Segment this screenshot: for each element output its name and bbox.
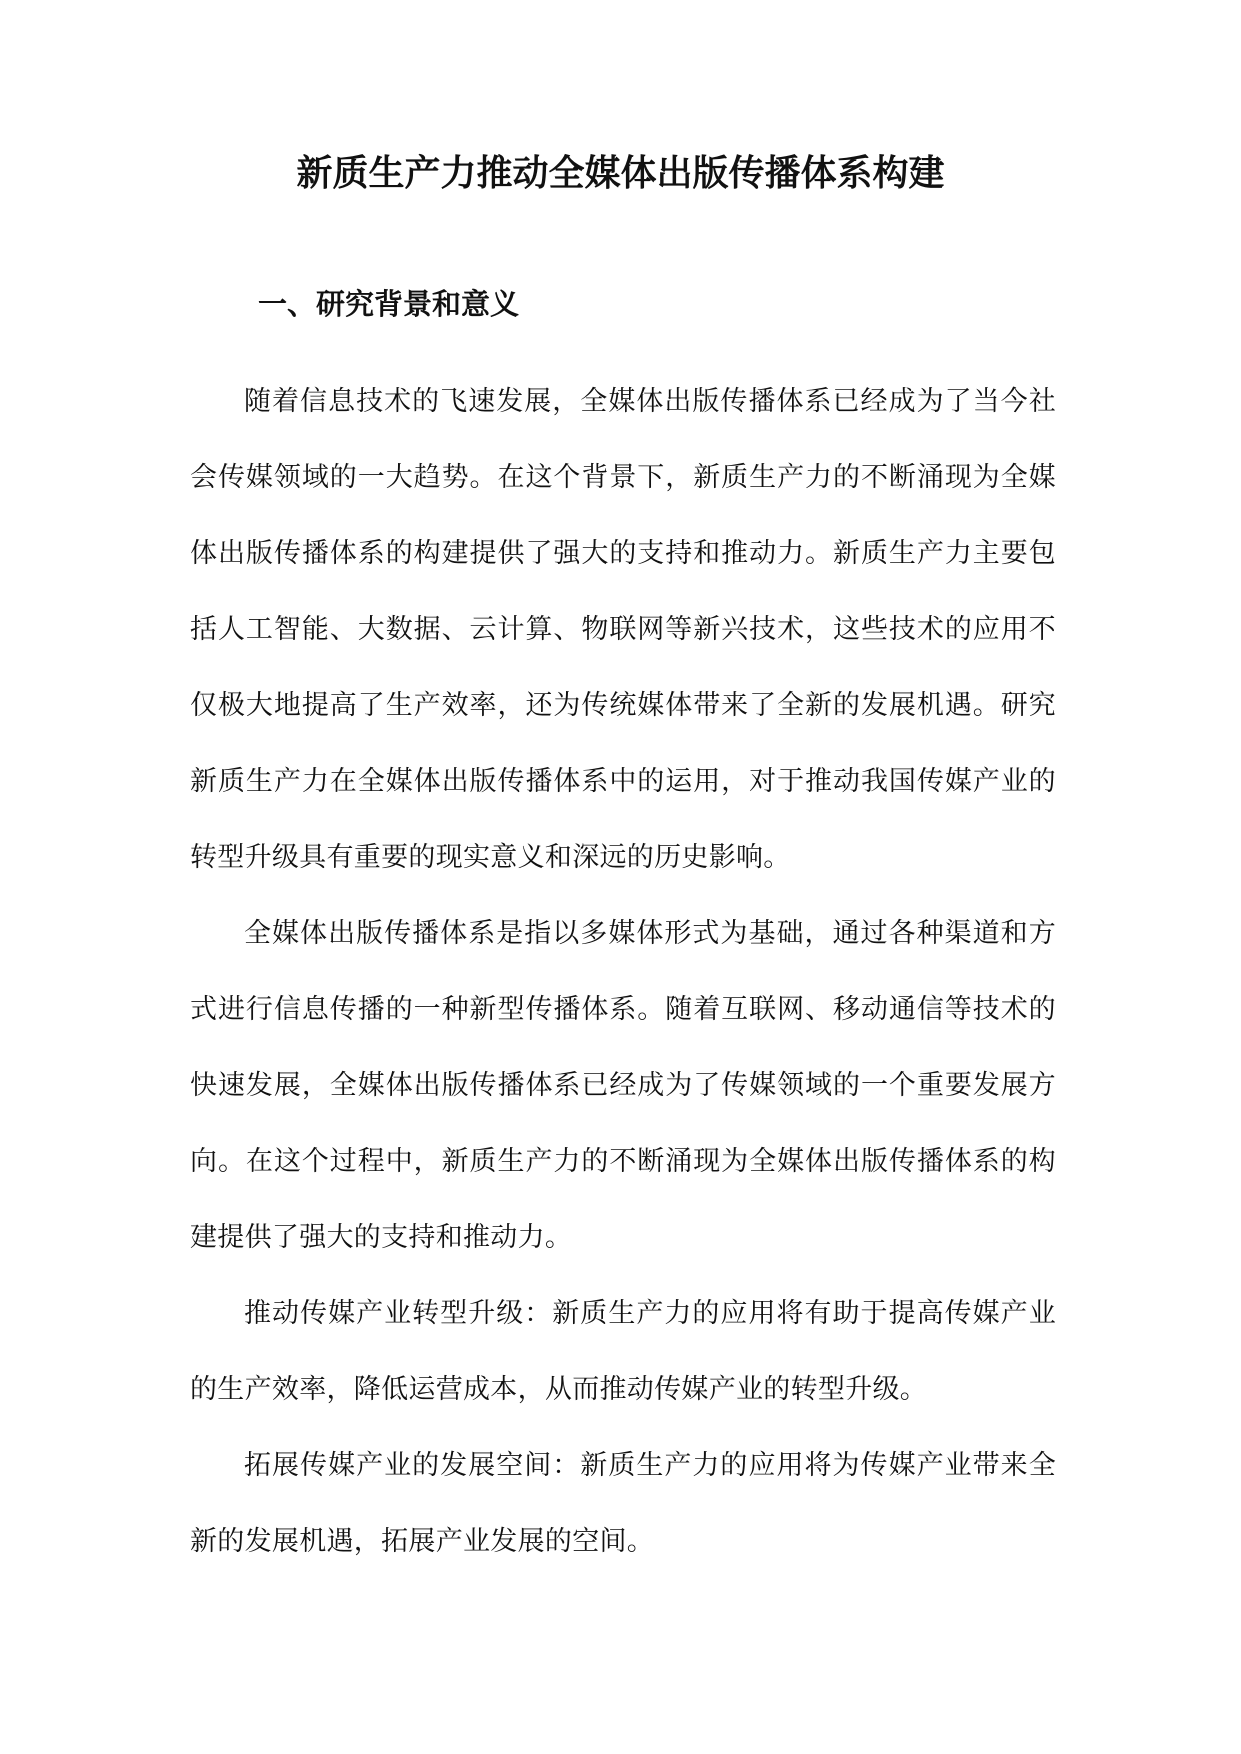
document-body <box>190 364 1056 1580</box>
document-title: 新质生产力推动全媒体出版传播体系构建 <box>296 153 945 194</box>
paragraph-2: 全媒体出版传播体系是指以多媒体形式为基础，通过各种渠道和方式进行信息传播的一种新型传播体系。随着互联网、移动通信等技术的快速发展，全媒体出版传播体系已经成为了传媒领域的一个重要发展方向。在这个过程中，新质生产力的不断涌现为全媒体出版传播体系的构建提供了强大的支持和推动力。 <box>190 918 1056 1253</box>
section-heading: 一、研究背景和意义 <box>258 287 520 321</box>
paragraph-4: 拓展传媒产业的发展空间：新质生产力的应用将为传媒产业带来全新的发展机遇，拓展产业发展的空间。 <box>190 1450 1056 1557</box>
paragraph-1: 随着信息技术的飞速发展，全媒体出版传播体系已经成为了当今社会传媒领域的一大趋势。在这个背景下，新质生产力的不断涌现为全媒体出版传播体系的构建提供了强大的支持和推动力。新质生产力主要包括人工智能、大数据、云计算、物联网等新兴技术，这些技术的应用不仅极大地提高了生产效率，还为传统媒体带来了全新的发展机遇。研究新质生产力在全媒体出版传播体系中的运用，对于推动我国传媒产业的转型升级具有重要的现实意义和深远的历史影响。 <box>190 386 1056 873</box>
paragraph-3: 推动传媒产业转型升级：新质生产力的应用将有助于提高传媒产业的生产效率，降低运营成本，从而推动传媒产业的转型升级。 <box>190 1298 1056 1405</box>
